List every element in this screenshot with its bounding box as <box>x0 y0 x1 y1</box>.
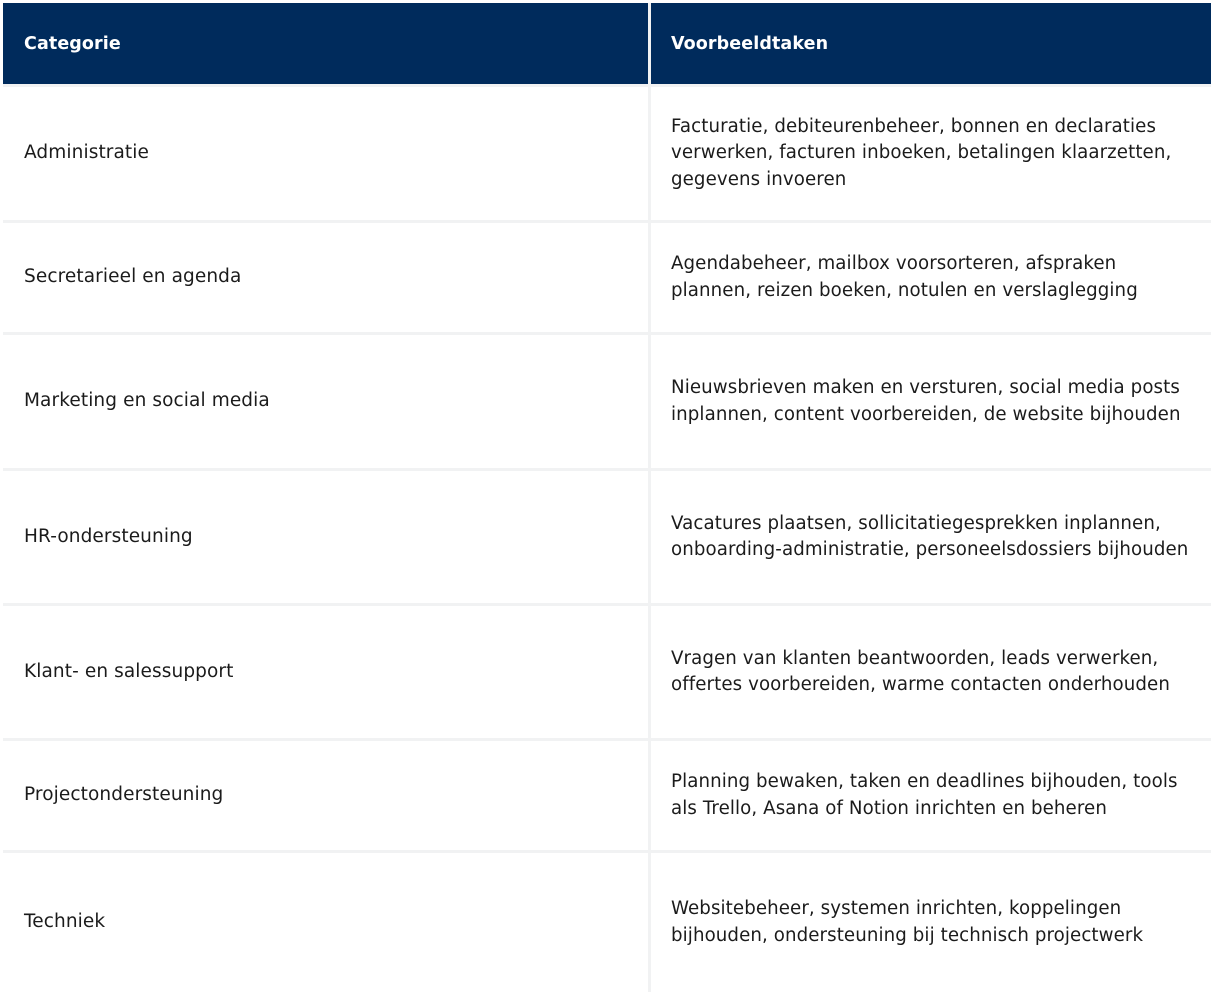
tasks-cell <box>651 471 1211 603</box>
tasks-text: Agendabeheer, mailbox voorsorteren, afspraken plannen, reizen boeken, notulen en verslaglegging <box>671 253 1138 301</box>
tasks-text: Nieuwsbrieven maken en versturen, social media posts inplannen, content voorbereiden, de website bijhouden <box>671 377 1181 425</box>
table-row <box>3 223 1211 332</box>
tasks-cell <box>651 741 1211 850</box>
category-cell <box>3 335 648 468</box>
category-text: HR-ondersteuning <box>24 525 193 547</box>
category-cell <box>3 741 648 850</box>
table-row <box>3 335 1211 468</box>
category-cell <box>3 223 648 332</box>
header-category <box>3 3 648 84</box>
tasks-cell <box>651 606 1211 738</box>
tasks-text: Planning bewaken, taken en deadlines bijhouden, tools als Trello, Asana of Notion inrichten en beheren <box>671 771 1178 819</box>
table-header-row <box>3 3 1211 84</box>
tasks-cell <box>651 87 1211 220</box>
tasks-text: Facturatie, debiteurenbeheer, bonnen en declaraties verwerken, facturen inboeken, betalingen klaarzetten, gegevens invoeren <box>671 115 1172 190</box>
tasks-text: Websitebeheer, systemen inrichten, koppelingen bijhouden, ondersteuning bij technisch projectwerk <box>671 898 1144 946</box>
category-text: Klant- en salessupport <box>24 660 234 682</box>
tasks-cell <box>651 223 1211 332</box>
category-text: Secretarieel en agenda <box>24 266 242 288</box>
category-cell <box>3 87 648 220</box>
category-text: Projectondersteuning <box>24 784 224 806</box>
tasks-text: Vacatures plaatsen, sollicitatiegesprekken inplannen, onboarding-administratie, personeelsdossiers bijhouden <box>671 512 1189 560</box>
category-text: Techniek <box>24 911 106 933</box>
table-row <box>3 471 1211 603</box>
table-row <box>3 741 1211 850</box>
category-cell <box>3 606 648 738</box>
table-row <box>3 853 1211 992</box>
header-category-label: Categorie <box>24 33 121 54</box>
tasks-cell <box>651 335 1211 468</box>
category-text: Administratie <box>24 142 150 164</box>
tasks-text: Vragen van klanten beantwoorden, leads verwerken, offertes voorbereiden, warme contacten onderhouden <box>671 647 1170 695</box>
table-row <box>3 87 1211 220</box>
header-tasks-label: Voorbeeldtaken <box>671 33 829 54</box>
category-text: Marketing en social media <box>24 390 270 412</box>
table-row <box>3 606 1211 738</box>
category-cell <box>3 471 648 603</box>
category-cell <box>3 853 648 992</box>
tasks-cell <box>651 853 1211 992</box>
tasks-table <box>3 3 1211 992</box>
header-tasks <box>651 3 1211 84</box>
